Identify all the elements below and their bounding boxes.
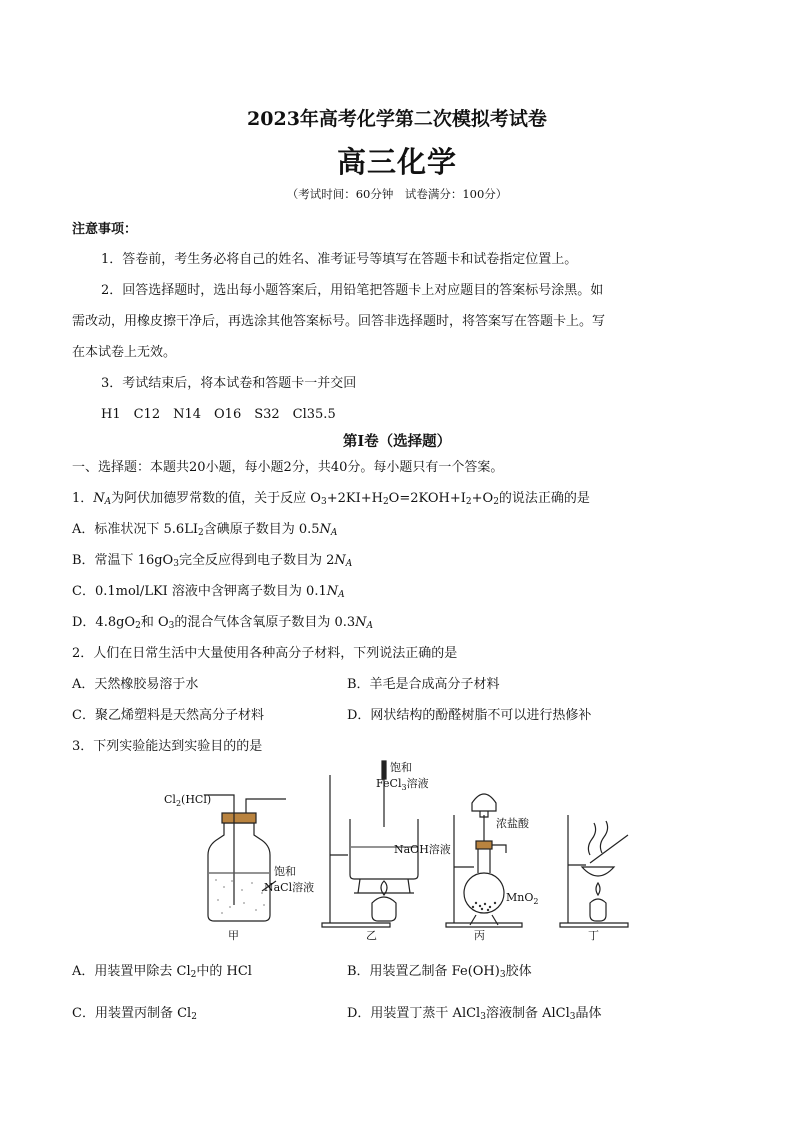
q1-stem-text: 为阿伏加德罗常数的值，关于反应 O	[111, 491, 321, 506]
bing-mno2-label: MnO$_2$	[506, 891, 539, 906]
subscript: 2	[197, 528, 204, 538]
na-subscript: A	[330, 528, 338, 538]
section-instructions: 一、选择题：本题共20小题，每小题2分，共40分。每小题只有一个答案。	[72, 460, 504, 475]
option-text: D．4.8gO	[72, 615, 136, 630]
q2-option-c[interactable]: C．聚乙烯塑料是天然高分子材料	[72, 708, 264, 723]
option-text: 中的 HCl	[196, 964, 252, 979]
option-text: 晶体	[575, 1006, 602, 1021]
q1-stem-text: +2KI+H	[326, 491, 383, 506]
note-item-2-line-1: 2．回答选择题时，选出每小题答案后，用铅笔把答题卡上对应题目的答案标号涂黑。如	[101, 283, 604, 298]
yi-saturated-label: 饱和	[390, 761, 412, 774]
option-text: A．标准状况下 5.6LI	[72, 522, 198, 537]
option-text: C．用装置丙制备 Cl	[72, 1006, 192, 1021]
option-text: 完全反应得到电子数目为 2	[178, 553, 335, 568]
q2-stem: 2．人们在日常生活中大量使用各种高分子材料，下列说法正确的是	[72, 646, 458, 661]
na-symbol: N	[334, 553, 346, 568]
q1-option-d[interactable]	[72, 611, 373, 631]
na-subscript: A	[345, 559, 353, 569]
na-subscript: A	[338, 590, 345, 600]
note-item-3: 3．考试结束后，将本试卷和答题卡一并交回	[101, 376, 357, 391]
q3-option-c[interactable]	[72, 1002, 197, 1022]
yi-naoh-label: NaOH溶液	[394, 843, 451, 856]
q3-option-a[interactable]	[72, 960, 252, 980]
q2-option-a[interactable]: A．天然橡胶易溶于水	[72, 677, 199, 692]
exam-subtitle: 高三化学	[336, 145, 457, 179]
note-item-1: 1．答卷前，考生务必将自己的姓名、准考证号等填写在答题卡和试卷指定位置上。	[101, 252, 578, 267]
subscript: 2	[135, 621, 141, 631]
q1-stem	[72, 487, 590, 507]
gas-label: $Cl_2(HCl)$	[164, 793, 212, 808]
caption-jia: 甲	[228, 929, 239, 942]
bing-acid-label: 浓盐酸	[496, 817, 529, 830]
option-text: C．0.1mol/LKI 溶液中含钾离子数目为 0.1	[72, 584, 327, 599]
q1-stem-text: 的说法正确的是	[498, 491, 590, 506]
subscript: 2	[382, 497, 389, 507]
q2-option-b[interactable]: B．羊毛是合成高分子材料	[347, 677, 500, 692]
na-symbol: N	[93, 491, 105, 506]
na-subscript: A	[366, 621, 374, 631]
jia-saturated-label: 饱和	[274, 865, 296, 878]
q1-number: 1．	[72, 491, 94, 506]
notes-heading: 注意事项：	[72, 222, 138, 237]
exam-title: 2023年高考化学第二次模拟考试卷	[247, 108, 547, 130]
option-text: 和 O	[140, 615, 169, 630]
apparatus-jia	[204, 795, 286, 921]
option-text: B．用装置乙制备 Fe(OH)	[347, 964, 500, 979]
subscript: 3	[499, 970, 506, 980]
subscript: 2	[190, 970, 197, 980]
option-text: 的混合气体含氧原子数目为 0.3	[174, 615, 356, 630]
exam-info: （考试时间：60分钟 试卷满分：100分）	[286, 187, 508, 201]
caption-ding: 丁	[588, 929, 599, 942]
subscript: 3	[173, 559, 179, 569]
option-text: D．用装置丁蒸干 AlCl	[347, 1006, 481, 1021]
subscript: 2	[191, 1012, 197, 1022]
na-subscript: A	[104, 497, 112, 507]
section-title: 第Ⅰ卷（选择题）	[342, 433, 452, 450]
na-symbol: N	[326, 584, 339, 599]
subscript: 3	[168, 621, 175, 631]
caption-yi: 乙	[366, 929, 377, 942]
caption-bing: 丙	[474, 929, 485, 942]
apparatus-figure	[150, 755, 630, 945]
yi-fecl3-label: FeCl$_3$溶液	[376, 777, 429, 792]
atomic-masses: H1 C12 N14 O16 S32 Cl35.5	[101, 407, 336, 422]
note-item-2-line-3: 在本试卷上无效。	[72, 345, 177, 360]
subscript: 3	[480, 1012, 486, 1022]
apparatus-bing	[446, 794, 522, 927]
option-text: B．常温下 16gO	[72, 553, 174, 568]
q1-stem-text: O=2KOH+I	[388, 491, 466, 506]
q1-stem-text: +O	[471, 491, 494, 506]
option-text: 溶液制备 AlCl	[485, 1006, 570, 1021]
na-symbol: N	[355, 615, 367, 630]
q1-option-a[interactable]	[72, 518, 337, 538]
q1-option-b[interactable]	[72, 549, 352, 569]
option-text: 含碘原子数目为 0.5	[203, 522, 320, 537]
jia-nacl-label: NaCl溶液	[264, 881, 315, 894]
subscript: 3	[569, 1012, 576, 1022]
option-text: A．用装置甲除去 Cl	[72, 964, 191, 979]
option-text: 胶体	[505, 964, 532, 979]
q3-option-d[interactable]	[347, 1002, 602, 1022]
subscript: 2	[465, 497, 472, 507]
subscript: 3	[320, 497, 327, 507]
q3-stem: 3．下列实验能达到实验目的的是	[72, 739, 263, 754]
note-item-2-line-2: 需改动，用橡皮擦干净后，再选涂其他答案标号。回答非选择题时，将答案写在答题卡上。写	[72, 314, 606, 329]
subscript: 2	[493, 497, 499, 507]
q1-option-c[interactable]	[72, 580, 345, 600]
q3-option-b[interactable]	[347, 960, 532, 980]
na-symbol: N	[319, 522, 331, 537]
q2-option-d[interactable]: D．网状结构的酚醛树脂不可以进行热修补	[347, 708, 592, 723]
apparatus-ding	[560, 815, 628, 927]
